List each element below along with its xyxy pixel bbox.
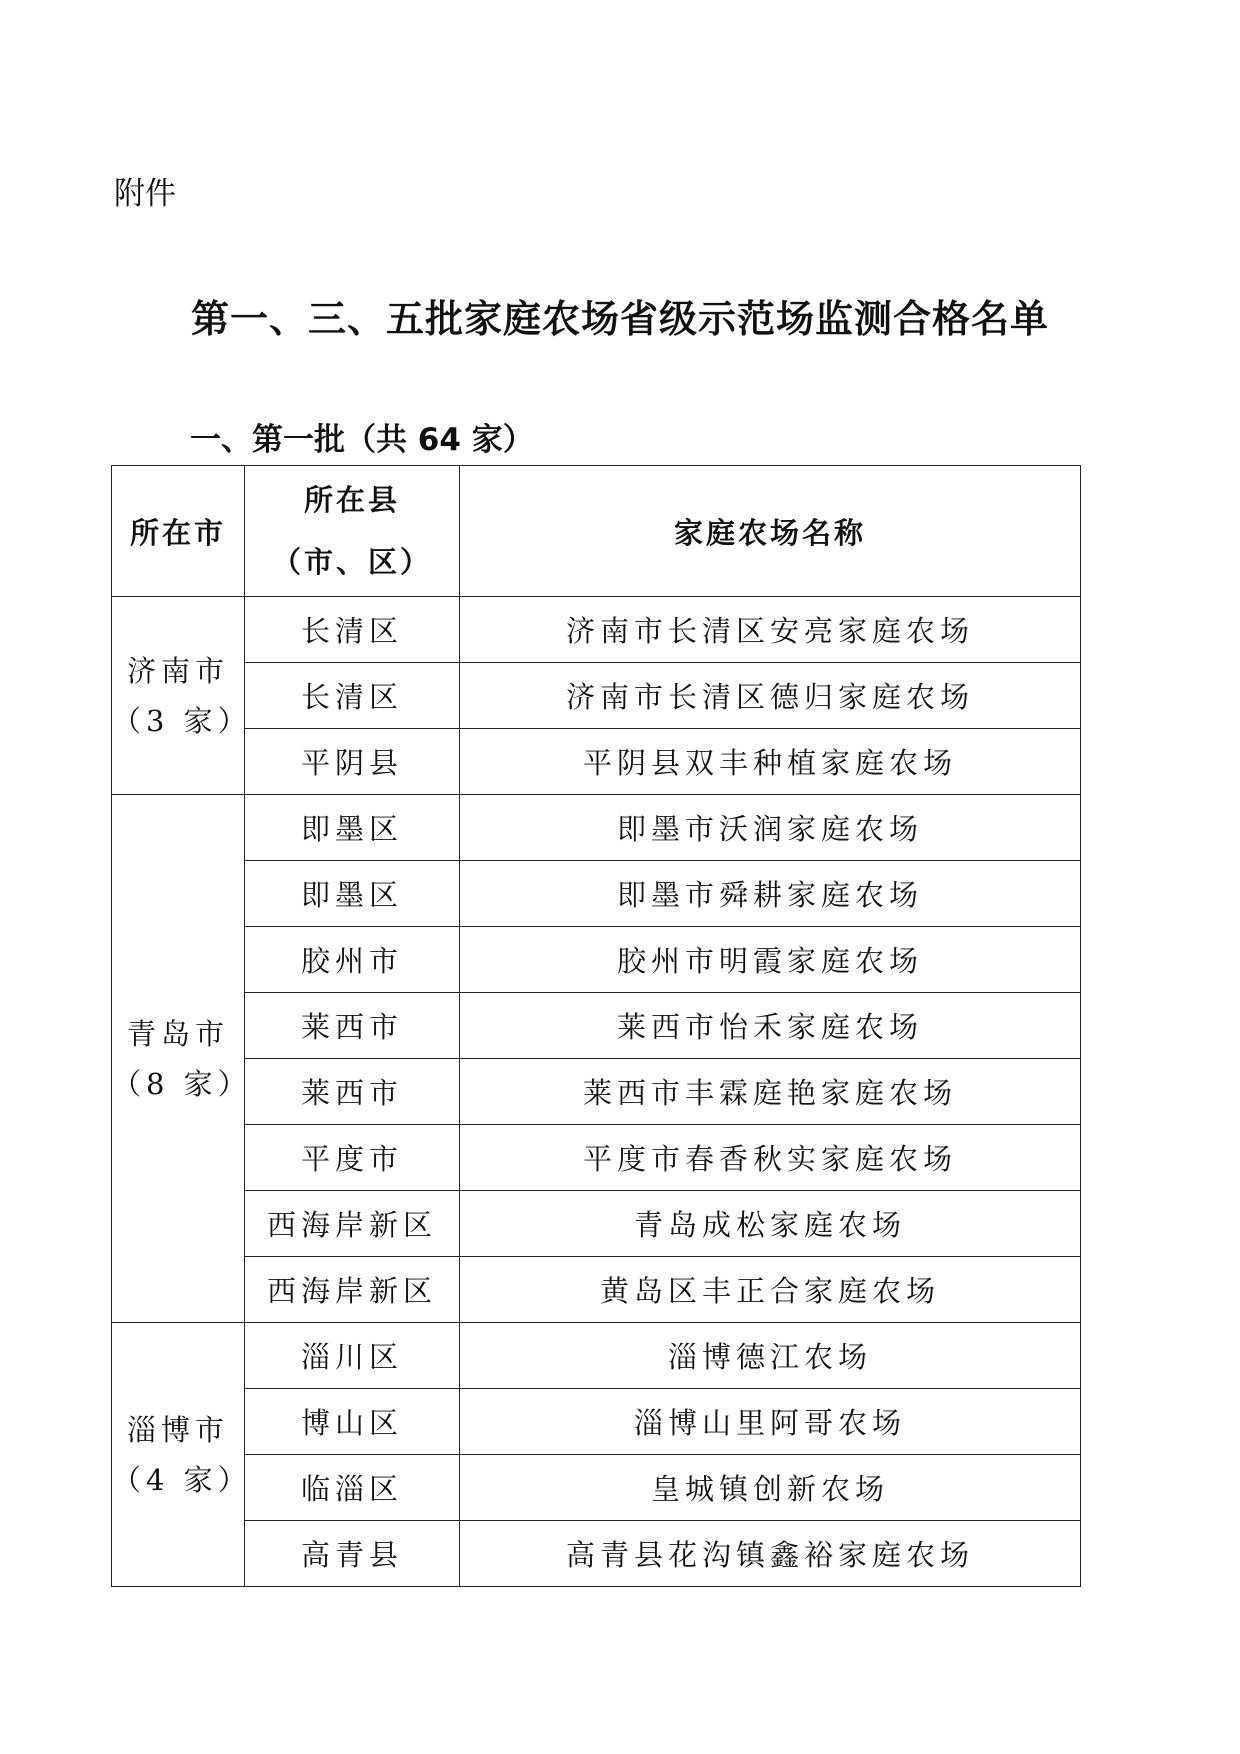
farm-cell: 济南市长清区德归家庭农场 <box>460 663 1081 729</box>
city-count: （4 家） <box>112 1462 252 1497</box>
header-city: 所在市 <box>112 466 245 597</box>
table-row <box>112 1191 1081 1257</box>
section-heading: 一、第一批（共 64 家） <box>190 422 534 458</box>
county-cell: 平度市 <box>245 1125 460 1191</box>
table-row <box>112 597 1081 663</box>
city-cell <box>112 597 252 795</box>
farm-cell: 平度市春香秋实家庭农场 <box>460 1125 1081 1191</box>
county-cell: 莱西市 <box>245 1059 460 1125</box>
farm-cell: 淄博德江农场 <box>460 1323 1081 1389</box>
city-name: 青岛市 <box>126 1016 229 1051</box>
county-cell: 西海岸新区 <box>245 1257 460 1323</box>
header-county-line1: 所在县 <box>303 483 400 517</box>
table-row <box>112 729 1081 795</box>
farm-list-table <box>111 465 1081 1587</box>
header-county-line2: （市、区） <box>271 545 432 579</box>
table-row <box>112 993 1081 1059</box>
table-row <box>112 1521 1081 1587</box>
table-row <box>112 1059 1081 1125</box>
table-row <box>112 861 1081 927</box>
county-cell: 长清区 <box>245 663 460 729</box>
city-name: 济南市 <box>126 653 229 688</box>
table-row <box>112 1455 1081 1521</box>
table-row <box>112 1125 1081 1191</box>
table-row <box>112 1257 1081 1323</box>
county-cell: 莱西市 <box>245 993 460 1059</box>
county-cell: 平阴县 <box>245 729 460 795</box>
farm-cell: 淄博山里阿哥农场 <box>460 1389 1081 1455</box>
table-row <box>112 795 1081 861</box>
farm-cell: 平阴县双丰种植家庭农场 <box>460 729 1081 795</box>
city-cell <box>112 1323 252 1587</box>
county-cell: 即墨区 <box>245 861 460 927</box>
header-farm: 家庭农场名称 <box>460 466 1081 597</box>
farm-cell: 黄岛区丰正合家庭农场 <box>460 1257 1081 1323</box>
county-cell: 高青县 <box>245 1521 460 1587</box>
county-cell: 淄川区 <box>245 1323 460 1389</box>
header-county <box>245 466 460 597</box>
table-row <box>112 1389 1081 1455</box>
county-cell: 长清区 <box>245 597 460 663</box>
city-name: 淄博市 <box>126 1412 229 1447</box>
farm-cell: 高青县花沟镇鑫裕家庭农场 <box>460 1521 1081 1587</box>
county-cell: 临淄区 <box>245 1455 460 1521</box>
city-count: （3 家） <box>112 703 252 738</box>
farm-cell: 胶州市明霞家庭农场 <box>460 927 1081 993</box>
city-count: （8 家） <box>112 1066 252 1101</box>
farm-cell: 即墨市沃润家庭农场 <box>460 795 1081 861</box>
document-title: 第一、三、五批家庭农场省级示范场监测合格名单 <box>190 296 1049 341</box>
attachment-label: 附件 <box>114 176 176 212</box>
table-row <box>112 927 1081 993</box>
table-row <box>112 1323 1081 1389</box>
table-header-row <box>112 466 1081 597</box>
farm-cell: 皇城镇创新农场 <box>460 1455 1081 1521</box>
city-cell <box>112 795 252 1323</box>
farm-cell: 即墨市舜耕家庭农场 <box>460 861 1081 927</box>
farm-cell: 青岛成松家庭农场 <box>460 1191 1081 1257</box>
county-cell: 西海岸新区 <box>245 1191 460 1257</box>
farm-cell: 莱西市怡禾家庭农场 <box>460 993 1081 1059</box>
county-cell: 胶州市 <box>245 927 460 993</box>
county-cell: 博山区 <box>245 1389 460 1455</box>
county-cell: 即墨区 <box>245 795 460 861</box>
table-row <box>112 663 1081 729</box>
farm-cell: 济南市长清区安亮家庭农场 <box>460 597 1081 663</box>
farm-cell: 莱西市丰霖庭艳家庭农场 <box>460 1059 1081 1125</box>
